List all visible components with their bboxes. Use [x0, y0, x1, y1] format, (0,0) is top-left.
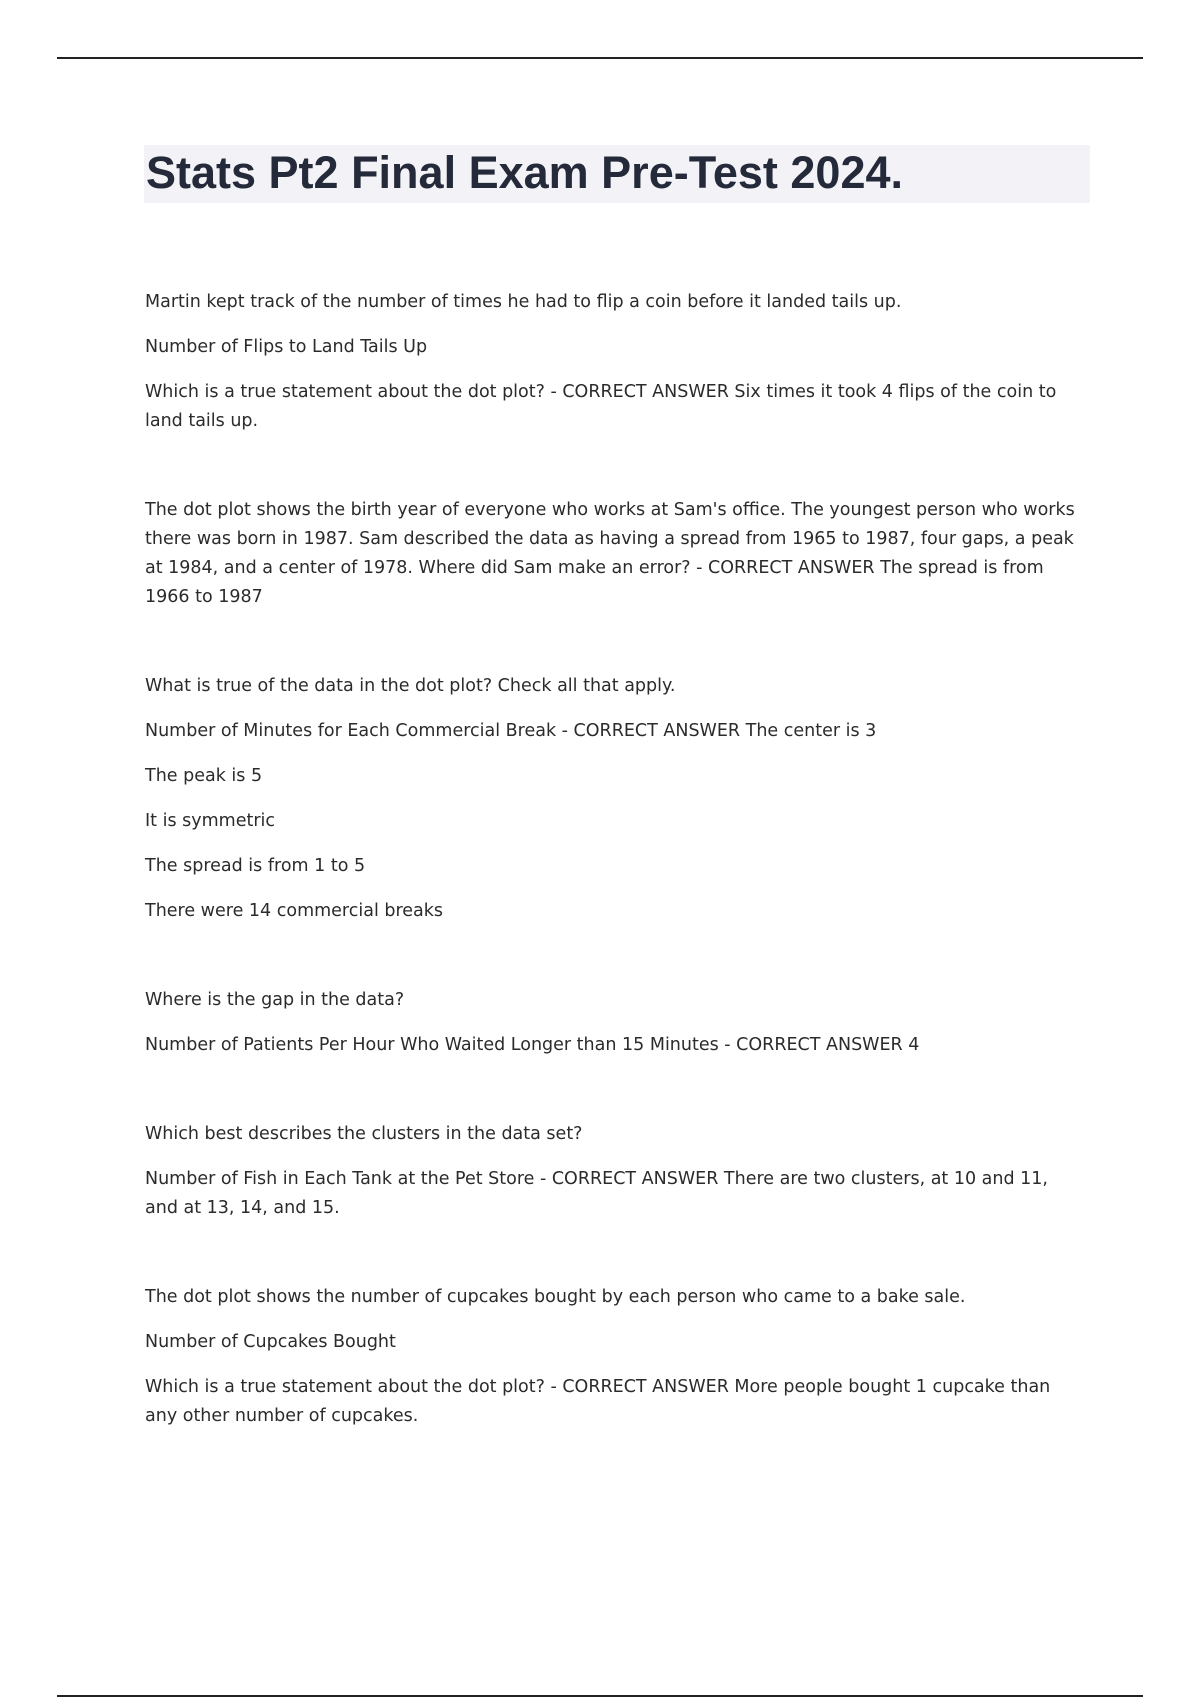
plot-title: Number of Flips to Land Tails Up: [145, 337, 428, 357]
answer-item: There were 14 commercial breaks: [145, 901, 444, 921]
answer-item: It is symmetric: [145, 811, 276, 831]
answer-item: The spread is from 1 to 5: [145, 856, 366, 876]
bottom-rule: [57, 1695, 1143, 1697]
plot-title: Number of Cupcakes Bought: [145, 1332, 396, 1352]
question-text: What is true of the data in the dot plot? Check all that apply.: [145, 676, 676, 696]
document-body: [145, 288, 1085, 1431]
question-answer: Number of Minutes for Each Commercial Break - CORRECT ANSWER The center is 3: [145, 721, 877, 741]
question-text: Martin kept track of the number of times he had to flip a coin before it landed tails up.: [145, 292, 902, 312]
question-block-6: [145, 1283, 1085, 1431]
question-block-2: [145, 496, 1085, 612]
question-answer: Which is a true statement about the dot plot? - CORRECT ANSWER Six times it took 4 flips of the coin to land tails up.: [145, 382, 1057, 431]
top-rule: [57, 57, 1143, 59]
question-block-5: [145, 1120, 1085, 1223]
question-text: The dot plot shows the number of cupcakes bought by each person who came to a bake sale.: [145, 1287, 966, 1307]
answer-item: The peak is 5: [145, 766, 263, 786]
question-answer: The dot plot shows the birth year of everyone who works at Sam's office. The youngest person who works there was born in 1987. Sam described the data as having a spread from 1965 to 1987, four gaps, a peak at 1984, and a center of 1978. Where did Sam make an error? - CORRECT ANSWER The spread is from 1966 to 1987: [145, 500, 1075, 607]
question-answer: Number of Patients Per Hour Who Waited Longer than 15 Minutes - CORRECT ANSWER 4: [145, 1035, 920, 1055]
document-title: Stats Pt2 Final Exam Pre-Test 2024.: [146, 147, 904, 198]
question-block-3: [145, 672, 1085, 926]
question-answer: Number of Fish in Each Tank at the Pet Store - CORRECT ANSWER There are two clusters, at 10 and 11, and at 13, 14, and 15.: [145, 1169, 1048, 1218]
question-block-4: [145, 986, 1085, 1060]
question-block-1: [145, 288, 1085, 436]
question-text: Which best describes the clusters in the data set?: [145, 1124, 583, 1144]
question-text: Where is the gap in the data?: [145, 990, 405, 1010]
question-answer: Which is a true statement about the dot plot? - CORRECT ANSWER More people bought 1 cupcake than any other number of cupcakes.: [145, 1377, 1051, 1426]
